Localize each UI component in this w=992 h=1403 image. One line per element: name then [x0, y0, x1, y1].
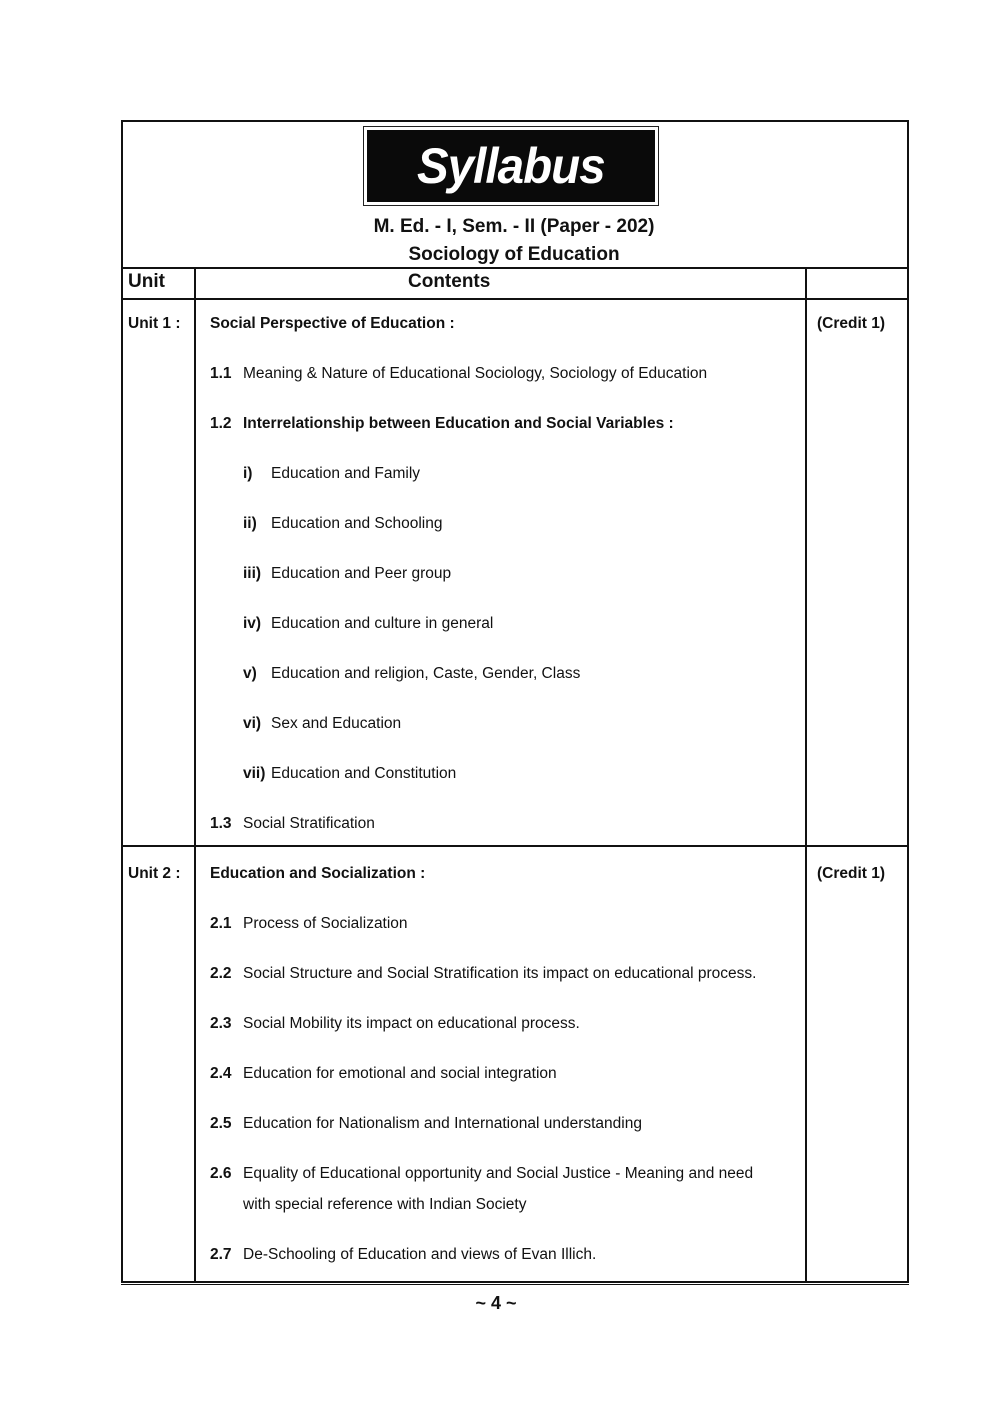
page-number: ~ 4 ~ [475, 1293, 517, 1313]
item-text: Social Stratification [243, 815, 375, 832]
item-text: Social Mobility its impact on educational process. [243, 1015, 580, 1032]
subitem-number: iv) [243, 615, 262, 632]
subitem-number: v) [243, 665, 257, 682]
subitem-text: Education and Constitution [271, 765, 457, 782]
header-row-top-divider [121, 267, 907, 269]
subitem-text: Education and Peer group [271, 565, 452, 582]
bottom-rule [121, 1284, 909, 1285]
item-text-continuation: with special reference with Indian Society [243, 1196, 527, 1213]
subitem-number: vii) [243, 765, 266, 782]
item-number: 2.5 [210, 1115, 232, 1132]
subitem-text: Education and culture in general [271, 615, 494, 632]
subitem-text: Education and religion, Caste, Gender, Class [271, 665, 581, 682]
item-number: 2.4 [210, 1065, 232, 1082]
item-number: 2.7 [210, 1246, 232, 1263]
item-text: Process of Socialization [243, 915, 408, 932]
item-text: Interrelationship between Education and Social Variables : [243, 415, 674, 432]
item-text: Equality of Educational opportunity and Social Justice - Meaning and need [243, 1165, 754, 1182]
unit-credit: (Credit 1) [817, 315, 886, 332]
item-number: 1.1 [210, 365, 232, 382]
subitem-text: Sex and Education [271, 715, 402, 732]
item-text: Meaning & Nature of Educational Sociology, Sociology of Education [243, 365, 708, 382]
credit-column-divider [805, 268, 807, 1281]
unit-title: Social Perspective of Education : [210, 315, 455, 332]
unit-title: Education and Socialization : [210, 865, 426, 882]
item-number: 2.1 [210, 915, 232, 932]
column-header-unit: Unit [128, 271, 165, 292]
item-text: Education for Nationalism and International understanding [243, 1115, 642, 1132]
unit-label: Unit 1 : [128, 315, 181, 332]
subitem-number: iii) [243, 565, 262, 582]
item-number: 2.6 [210, 1165, 232, 1182]
item-number: 2.2 [210, 965, 232, 982]
item-text: Social Structure and Social Stratification its impact on educational process. [243, 965, 757, 982]
subitem-text: Education and Schooling [271, 515, 443, 532]
logo-text: Syllabus [417, 138, 605, 194]
subitem-number: i) [243, 465, 253, 482]
item-number: 1.2 [210, 415, 232, 432]
course-title: M. Ed. - I, Sem. - II (Paper - 202) [373, 216, 655, 237]
subitem-text: Education and Family [271, 465, 421, 482]
subject-title: Sociology of Education [408, 244, 620, 265]
item-number: 1.3 [210, 815, 232, 832]
column-header-contents: Contents [408, 271, 491, 292]
unit-column-divider [194, 268, 196, 1281]
header-row-bottom-divider [121, 298, 907, 300]
item-text: De-Schooling of Education and views of Evan Illich. [243, 1246, 597, 1263]
item-number: 2.3 [210, 1015, 232, 1032]
item-text: Education for emotional and social integration [243, 1065, 557, 1082]
subitem-number: vi) [243, 715, 262, 732]
syllabus-logo [363, 126, 659, 206]
syllabus-table-frame [121, 120, 909, 1283]
subitem-number: ii) [243, 515, 257, 532]
unit-label: Unit 2 : [128, 865, 181, 882]
unit-credit: (Credit 1) [817, 865, 886, 882]
unit-divider [121, 845, 907, 847]
syllabus-logo-banner [367, 130, 655, 202]
